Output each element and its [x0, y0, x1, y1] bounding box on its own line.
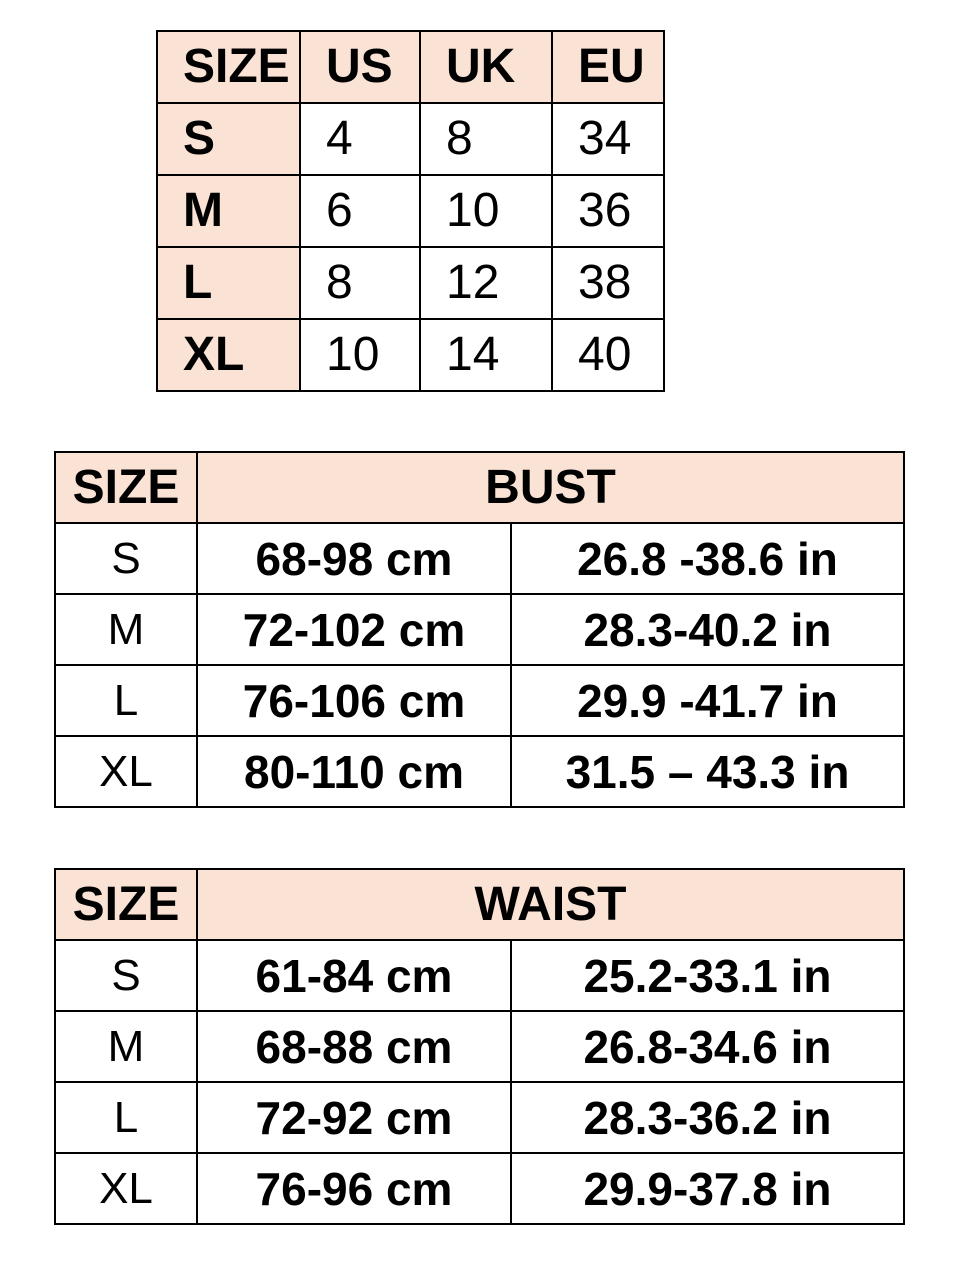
- bust-in-value: 31.5 – 43.3 in: [511, 736, 904, 807]
- table-row: [55, 594, 904, 665]
- conversion-us-value: 10: [300, 319, 420, 391]
- waist-header-row: [55, 869, 904, 940]
- conversion-eu-value: 34: [552, 103, 664, 175]
- waist-header-label: WAIST: [197, 869, 904, 940]
- bust-in-value: 28.3-40.2 in: [511, 594, 904, 665]
- bust-size-label: S: [55, 523, 197, 594]
- bust-table: [54, 451, 905, 808]
- bust-header-row: [55, 452, 904, 523]
- bust-in-value: 29.9 -41.7 in: [511, 665, 904, 736]
- conversion-uk-value: 12: [420, 247, 552, 319]
- conversion-uk-value: 10: [420, 175, 552, 247]
- size-conversion-table: [156, 30, 665, 392]
- waist-size-label: L: [55, 1082, 197, 1153]
- bust-header-size: SIZE: [55, 452, 197, 523]
- conversion-size-label: XL: [157, 319, 300, 391]
- conversion-header-us: US: [300, 31, 420, 103]
- bust-size-label: XL: [55, 736, 197, 807]
- conversion-eu-value: 38: [552, 247, 664, 319]
- table-row: [55, 1082, 904, 1153]
- conversion-us-value: 6: [300, 175, 420, 247]
- waist-header-size: SIZE: [55, 869, 197, 940]
- bust-cm-value: 80-110 cm: [197, 736, 511, 807]
- waist-in-value: 28.3-36.2 in: [511, 1082, 904, 1153]
- conversion-us-value: 8: [300, 247, 420, 319]
- conversion-size-label: S: [157, 103, 300, 175]
- conversion-size-label: L: [157, 247, 300, 319]
- conversion-size-label: M: [157, 175, 300, 247]
- waist-size-label: XL: [55, 1153, 197, 1224]
- conversion-eu-value: 40: [552, 319, 664, 391]
- waist-size-label: S: [55, 940, 197, 1011]
- conversion-uk-value: 8: [420, 103, 552, 175]
- table-row: [55, 1153, 904, 1224]
- bust-cm-value: 76-106 cm: [197, 665, 511, 736]
- conversion-us-value: 4: [300, 103, 420, 175]
- conversion-header-size: SIZE: [157, 31, 300, 103]
- conversion-header-uk: UK: [420, 31, 552, 103]
- table-row: [157, 319, 664, 391]
- bust-cm-value: 72-102 cm: [197, 594, 511, 665]
- conversion-header-row: [157, 31, 664, 103]
- waist-table: [54, 868, 905, 1225]
- table-row: [55, 523, 904, 594]
- bust-cm-value: 68-98 cm: [197, 523, 511, 594]
- table-row: [55, 940, 904, 1011]
- waist-cm-value: 72-92 cm: [197, 1082, 511, 1153]
- waist-cm-value: 76-96 cm: [197, 1153, 511, 1224]
- bust-header-label: BUST: [197, 452, 904, 523]
- table-row: [157, 247, 664, 319]
- waist-in-value: 26.8-34.6 in: [511, 1011, 904, 1082]
- conversion-eu-value: 36: [552, 175, 664, 247]
- conversion-header-eu: EU: [552, 31, 664, 103]
- conversion-uk-value: 14: [420, 319, 552, 391]
- table-row: [55, 1011, 904, 1082]
- bust-size-label: L: [55, 665, 197, 736]
- table-row: [157, 103, 664, 175]
- waist-in-value: 29.9-37.8 in: [511, 1153, 904, 1224]
- table-row: [55, 665, 904, 736]
- waist-cm-value: 61-84 cm: [197, 940, 511, 1011]
- waist-cm-value: 68-88 cm: [197, 1011, 511, 1082]
- bust-size-label: M: [55, 594, 197, 665]
- waist-size-label: M: [55, 1011, 197, 1082]
- waist-in-value: 25.2-33.1 in: [511, 940, 904, 1011]
- table-row: [55, 736, 904, 807]
- bust-in-value: 26.8 -38.6 in: [511, 523, 904, 594]
- table-row: [157, 175, 664, 247]
